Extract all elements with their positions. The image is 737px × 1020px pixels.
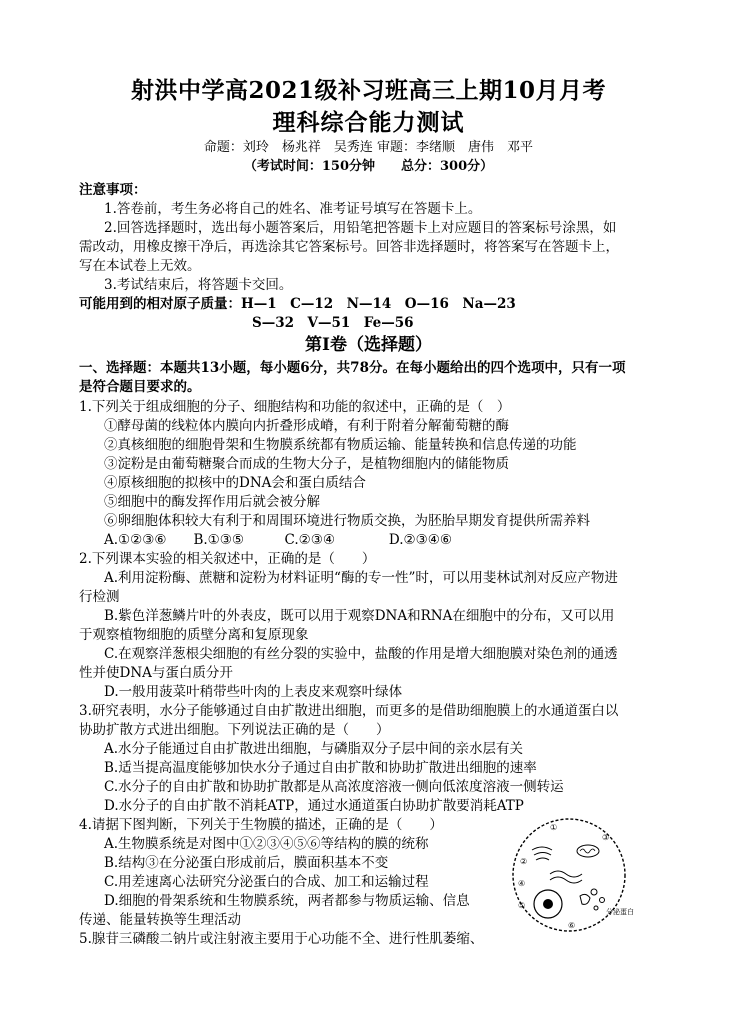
statement-item: ②真核细胞的细胞骨架和生物膜系统都有物质运输、能量转换和信息传递的功能 <box>104 437 577 453</box>
statement-item: ③淀粉是由葡萄糖聚合而成的生物大分子，是植物细胞内的储能物质 <box>104 456 509 472</box>
notes-heading: 注意事项： <box>79 182 147 198</box>
figure-label: ⑥ <box>568 921 576 930</box>
statement-item: ①酵母菌的线粒体内膜向内折叠形成嵴，有利于附着分解葡萄糖的酶 <box>104 418 509 434</box>
statement-item: ④原核细胞的拟核中的DNA会和蛋白质结合 <box>104 475 366 491</box>
question-stem: 4.请据下图判断，下列关于生物膜的描述，正确的是（ ） <box>79 817 443 833</box>
cell-diagram <box>510 816 634 934</box>
option-line: D.细胞的骨架系统和生物膜系统，两者都参与物质运输、信息 <box>104 893 470 909</box>
exam-title: 射洪中学高2021级补习班高三上期10月月考 <box>130 77 607 104</box>
note-item: 1.答卷前，考生务必将自己的姓名、准考证号填写在答题卡上。 <box>104 201 482 217</box>
atomic-mass-line: 可能用到的相对原子质量：H—1 C—12 N—14 O—16 Na—23 <box>79 296 516 312</box>
instruction-line: 是符合题目要求的。 <box>79 379 201 395</box>
note-item: 3.考试结束后，将答题卡交回。 <box>104 277 293 293</box>
option-line: A.生物膜系统是对图中①②③④⑤⑥等结构的膜的统称 <box>104 836 429 852</box>
option-line: C.在观察洋葱根尖细胞的有丝分裂的实验中，盐酸的作用是增大细胞膜对染色剂的通透 <box>104 646 618 662</box>
figure-label: ① <box>550 823 558 832</box>
question-stem: 协助扩散方式进出细胞。下列说法正确的是（ ） <box>79 722 390 738</box>
figure-label: ④ <box>518 879 526 888</box>
option-line: C.水分子的自由扩散和协助扩散都是从高浓度溶液一侧向低浓度溶液一侧转运 <box>104 779 564 795</box>
question-stem: 1.下列关于组成细胞的分子、细胞结构和功能的叙述中，正确的是（ ） <box>79 399 511 415</box>
section-title: 第Ⅰ卷（选择题） <box>305 335 432 355</box>
question-stem: 2.下列课本实验的相关叙述中，正确的是（ ） <box>79 551 376 567</box>
option-line: D.一般用菠菜叶稍带些叶肉的上表皮来观察叶绿体 <box>104 684 403 700</box>
question-stem: 3.研究表明，水分子能够通过自由扩散进出细胞，而更多的是借助细胞膜上的水通道蛋白以 <box>79 703 619 719</box>
option-line: B.结构③在分泌蛋白形成前后，膜面积基本不变 <box>104 855 389 871</box>
option-line: 性并使DNA与蛋白质分开 <box>79 665 233 681</box>
note-item: 需改动，用橡皮擦干净后，再选涂其它答案标号。回答非选择题时，将答案写在答题卡上， <box>79 239 619 255</box>
figure-caption: 分泌蛋白 <box>606 908 634 916</box>
statement-item: ⑥卵细胞体积较大有利于和周围环境进行物质交换，为胚胎早期发育提供所需养料 <box>104 513 590 529</box>
statement-item: ⑤细胞中的酶发挥作用后就会被分解 <box>104 494 320 510</box>
option-line: B.适当提高温度能够加快水分子通过自由扩散和协助扩散进出细胞的速率 <box>104 760 537 776</box>
exam-subtitle: 理科综合能力测试 <box>272 109 465 136</box>
option-line: A.水分子能通过自由扩散进出细胞，与磷脂双分子层中间的亲水层有关 <box>104 741 524 757</box>
figure-label: ⑤ <box>518 901 526 910</box>
question-stem: 5.腺苷三磷酸二钠片或注射液主要用于心功能不全、进行性肌萎缩、 <box>79 931 484 947</box>
figure-label: ③ <box>602 833 610 842</box>
option-line: C.用差速离心法研究分泌蛋白的合成、加工和运输过程 <box>104 874 429 890</box>
answer-options: A.①②③⑥ B.①③⑤ C.②③④ D.②③④⑥ <box>104 532 452 548</box>
note-item: 2.回答选择题时，选出每小题答案后，用铅笔把答题卡上对应题目的答案标号涂黑，如 <box>104 220 617 236</box>
option-line: A.利用淀粉酶、蔗糖和淀粉为材料证明“酶的专一性”时，可以用斐林试剂对反应产物进 <box>104 570 618 586</box>
option-line: B.紫色洋葱鳞片叶的外表皮，既可以用于观察DNA和RNA在细胞中的分布，又可以用 <box>104 608 615 624</box>
atomic-mass-line: S—32 V—51 Fe—56 <box>252 315 414 331</box>
authors-line: 命题：刘玲 杨兆祥 吴秀连 审题：李绪顺 唐伟 邓平 <box>203 140 534 155</box>
note-item: 写在本试卷上无效。 <box>79 258 201 274</box>
option-line: D.水分子的自由扩散不消耗ATP，通过水通道蛋白协助扩散要消耗ATP <box>104 798 524 814</box>
option-line: 于观察植物细胞的质壁分离和复原现象 <box>79 627 309 643</box>
option-line: 行检测 <box>79 589 120 605</box>
instruction-line: 一、选择题：本题共13小题，每小题6分，共78分。在每小题给出的四个选项中，只有一项 <box>79 360 626 376</box>
figure-label: ② <box>520 857 528 866</box>
option-line: 传递、能量转换等生理活动 <box>79 912 241 928</box>
exam-info: （考试时间：150分钟 总分：300分） <box>243 159 494 174</box>
